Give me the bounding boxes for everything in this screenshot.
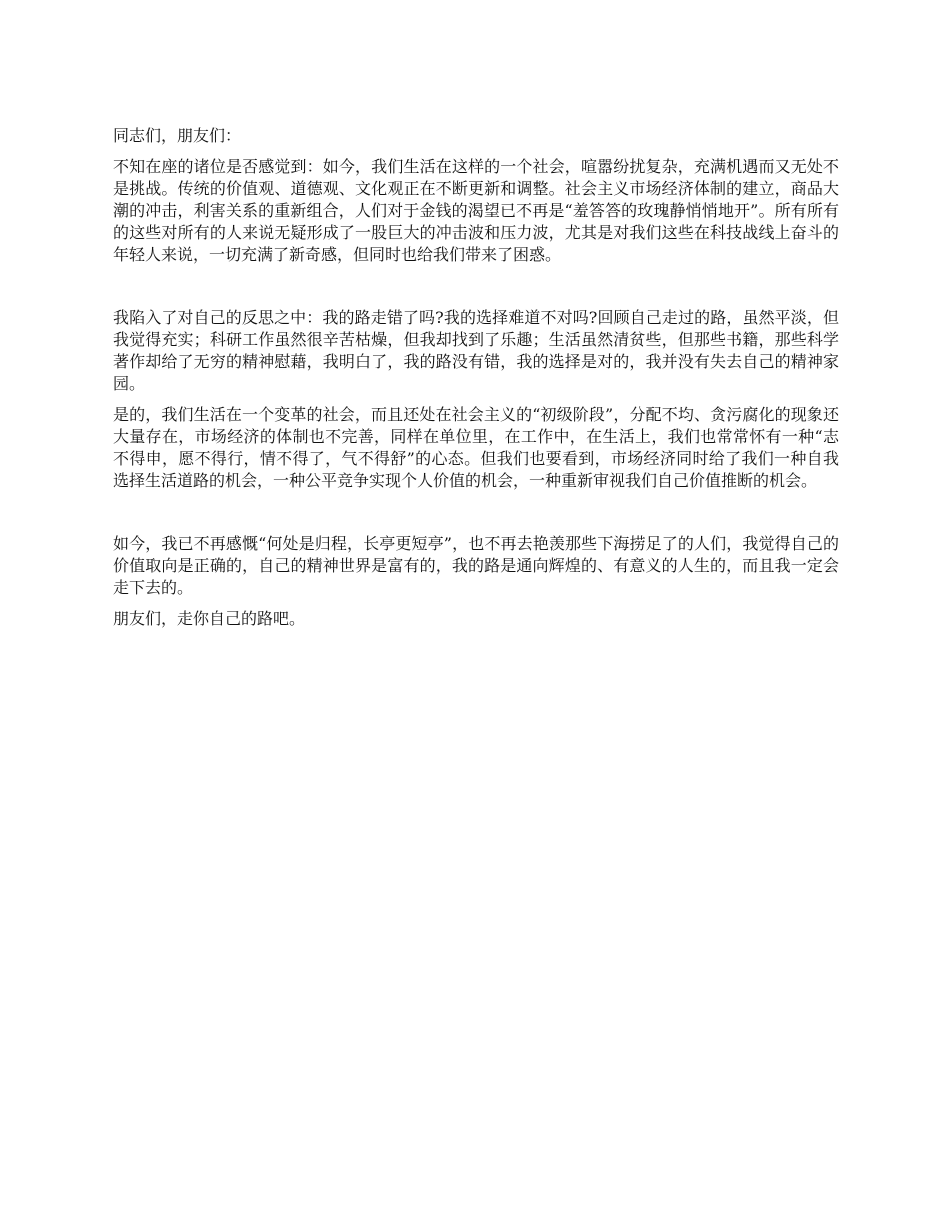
- salutation: 同志们，朋友们：: [113, 126, 242, 145]
- spacer: [113, 599, 839, 608]
- paragraph-society: 是的，我们生活在一个变革的社会，而且还处在社会主义的“初级阶段”，分配不均、贪污腐化的现象还大量存在，市场经济的体制也不完善，同样在单位里，在工作中，在生活上，我们也常常怀有一种“志不得申，愿不得行，情不得了，气不得舒”的心态。但我们也要看到，市场经济同时给了我们一种自我选择生活道路的机会，一种公平竞争实现个人价值的机会，一种重新审视我们自己价值推断的机会。: [113, 405, 839, 490]
- spacer: [113, 395, 839, 404]
- closing-line: 朋友们，走你自己的路吧。: [113, 609, 306, 628]
- spacer: [113, 492, 839, 533]
- spacer: [113, 266, 839, 307]
- paragraph-reflection: 我陷入了对自己的反思之中：我的路走错了吗?我的选择难道不对吗?回顾自己走过的路，虽然平淡，但我觉得充实；科研工作虽然很辛苦枯燥，但我却找到了乐趣；生活虽然清贫些，但那些书籍，那些科学著作却给了无穷的精神慰藉，我明白了，我的路没有错，我的选择是对的，我并没有失去自己的精神家园。: [113, 308, 839, 393]
- document-page: [113, 125, 839, 630]
- spacer: [113, 147, 839, 156]
- paragraph-conclusion: 如今，我已不再感慨“何处是归程，长亭更短亭”，也不再去艳羡那些下海捞足了的人们，我觉得自己的价值取向是正确的，自己的精神世界是富有的，我的路是通向辉煌的、有意义的人生的，而且我一定会走下去的。: [113, 534, 839, 597]
- paragraph-intro: 不知在座的诸位是否感觉到：如今，我们生活在这样的一个社会，喧嚣纷扰复杂，充满机遇而又无处不是挑战。传统的价值观、道德观、文化观正在不断更新和调整。社会主义市场经济体制的建立，商品大潮的冲击，利害关系的重新组合，人们对于金钱的渴望已不再是“羞答答的玫瑰静悄悄地开”。所有所有的这些对所有的人来说无疑形成了一股巨大的冲击波和压力波，尤其是对我们这些在科技战线上奋斗的年轻人来说，一切充满了新奇感，但同时也给我们带来了困惑。: [113, 157, 839, 264]
